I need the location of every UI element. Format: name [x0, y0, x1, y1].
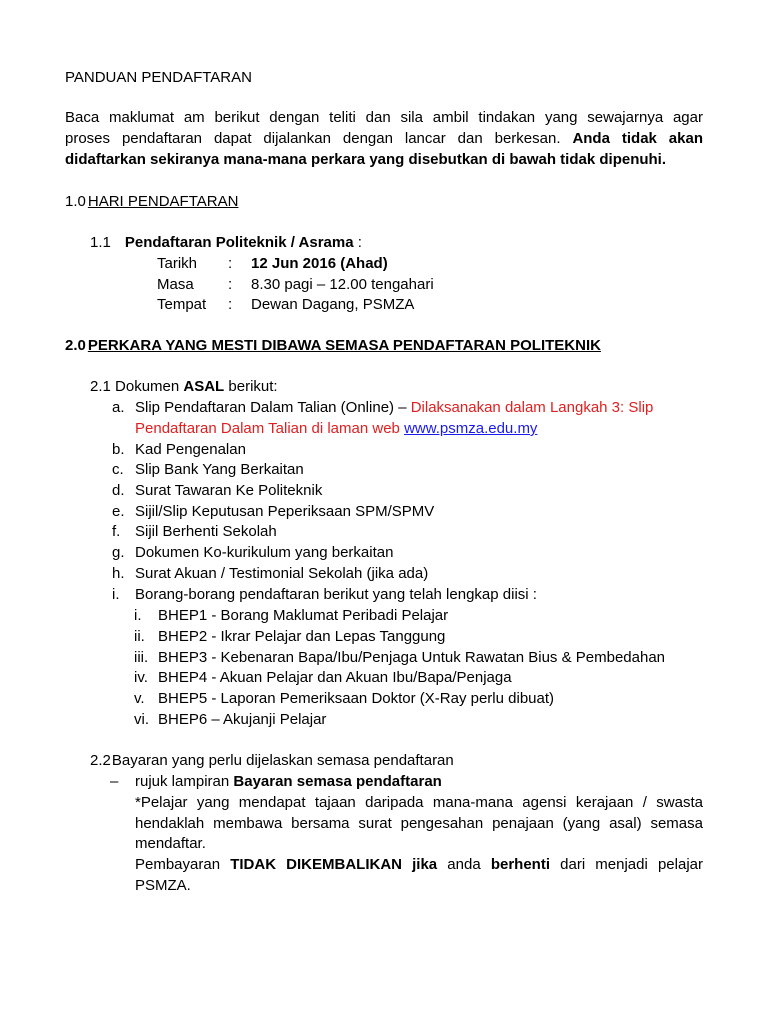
- item-f-marker: f.: [112, 523, 121, 540]
- refund-text-d: berhenti: [490, 856, 550, 873]
- section-1-number: 1.0: [65, 193, 86, 210]
- item-a-text: Slip Pendaftaran Dalam Talian (Online) –: [135, 399, 407, 416]
- section-2-2-dash: –: [110, 773, 119, 790]
- intro-line-2-text: proses pendaftaran dapat dijalankan dengan lancar dan berkesan.: [65, 130, 561, 147]
- sponsor-note-line-1: *Pelajar yang mendapat tajaan daripada mana-mana agensi kerajaan / swasta: [135, 794, 703, 811]
- detail-tempat-label: Tempat: [157, 296, 207, 313]
- subitem-6-text: BHEP6 – Akujanji Pelajar: [158, 711, 327, 728]
- intro-line-2: [65, 129, 703, 149]
- intro-warning: didaftarkan sekiranya mana-mana perkara yang disebutkan di bawah tidak dipenuhi.: [65, 151, 667, 168]
- detail-tarikh-label: Tarikh: [157, 255, 198, 272]
- subitem-3-text: BHEP3 - Kebenaran Bapa/Ibu/Penjaga Untuk Rawatan Bius & Pembedahan: [158, 649, 665, 666]
- item-h-text: Surat Akuan / Testimonial Sekolah (jika ada): [135, 565, 429, 582]
- section-2-2-reference: [135, 772, 442, 792]
- item-e-marker: e.: [112, 503, 125, 520]
- subitem-1-marker: i.: [134, 607, 142, 624]
- intro-line-1: Baca maklumat am berikut dengan teliti dan sila ambil tindakan yang sewajarnya agar: [65, 109, 703, 126]
- subitem-6-marker: vi.: [134, 711, 149, 728]
- psmza-website-link[interactable]: www.psmza.edu.my: [404, 420, 538, 437]
- detail-masa-sep: :: [228, 276, 233, 293]
- reference-attachment: Bayaran semasa pendaftaran: [233, 773, 442, 790]
- section-2-heading: [65, 336, 601, 356]
- item-b-marker: b.: [112, 441, 125, 458]
- detail-tarikh-sep: :: [228, 255, 233, 272]
- section-2-1-asal: ASAL: [183, 378, 225, 395]
- detail-masa-value: 8.30 pagi – 12.00 tengahari: [251, 276, 434, 293]
- refund-text-c: anda: [447, 856, 481, 873]
- subitem-5-marker: v.: [134, 690, 145, 707]
- section-2-title: PERKARA YANG MESTI DIBAWA SEMASA PENDAFTARAN POLITEKNIK: [87, 337, 601, 354]
- section-2-1-suffix: berikut:: [228, 378, 278, 395]
- item-f-text: Sijil Berhenti Sekolah: [135, 523, 277, 540]
- sponsor-note-line-3: mendaftar.: [135, 835, 206, 852]
- subitem-4-text: BHEP4 - Akuan Pelajar dan Akuan Ibu/Bapa/Penjaga: [158, 669, 512, 686]
- section-1-1-heading: [90, 233, 362, 253]
- section-1-1-number: 1.1: [90, 234, 111, 251]
- detail-tempat-value: Dewan Dagang, PSMZA: [251, 296, 415, 313]
- refund-note-line-1: [135, 855, 703, 875]
- item-c-text: Slip Bank Yang Berkaitan: [135, 461, 304, 478]
- document-title: PANDUAN PENDAFTARAN: [65, 69, 252, 86]
- subitem-3-marker: iii.: [134, 649, 149, 666]
- refund-text-a: Pembayaran: [135, 856, 221, 873]
- section-1-1-colon: :: [357, 234, 362, 251]
- detail-masa-label: Masa: [157, 276, 194, 293]
- item-d-text: Surat Tawaran Ke Politeknik: [135, 482, 323, 499]
- section-2-2-heading: [90, 751, 454, 771]
- section-2-2-text: Bayaran yang perlu dijelaskan semasa pendaftaran: [111, 752, 454, 769]
- item-g-text: Dokumen Ko-kurikulum yang berkaitan: [135, 544, 394, 561]
- detail-tarikh-value: 12 Jun 2016 (Ahad): [251, 255, 388, 272]
- item-c-marker: c.: [112, 461, 124, 478]
- refund-text-e: dari menjadi pelajar: [560, 856, 703, 873]
- subitem-2-marker: ii.: [134, 628, 145, 645]
- section-1-heading: [65, 192, 238, 212]
- item-e-text: Sijil/Slip Keputusan Peperiksaan SPM/SPMV: [135, 503, 435, 520]
- item-b-text: Kad Pengenalan: [135, 441, 246, 458]
- detail-tempat-sep: :: [228, 296, 233, 313]
- item-d-marker: d.: [112, 482, 125, 499]
- subitem-1-text: BHEP1 - Borang Maklumat Peribadi Pelajar: [158, 607, 449, 624]
- item-a-note-1: Dilaksanakan dalam Langkah 3: Slip: [410, 399, 654, 416]
- reference-text: rujuk lampiran: [135, 773, 230, 790]
- sponsor-note-line-2: hendaklah membawa bersama surat pengesahan penajaan (yang asal) semasa: [135, 815, 703, 832]
- subitem-4-marker: iv.: [134, 669, 148, 686]
- section-1-title: HARI PENDAFTARAN: [87, 193, 239, 210]
- item-a-line-2: [135, 419, 537, 439]
- item-i-marker: i.: [112, 586, 120, 603]
- item-h-marker: h.: [112, 565, 125, 582]
- item-a-note-2: Pendaftaran Dalam Talian di laman web: [135, 420, 400, 437]
- item-i-text: Borang-borang pendaftaran berikut yang telah lengkap diisi :: [135, 586, 537, 603]
- refund-text-b: TIDAK DIKEMBALIKAN jika: [230, 856, 438, 873]
- section-1-1-title: Pendaftaran Politeknik / Asrama: [124, 234, 354, 251]
- item-g-marker: g.: [112, 544, 125, 561]
- refund-note-line-2: PSMZA.: [135, 877, 191, 894]
- subitem-2-text: BHEP2 - Ikrar Pelajar dan Lepas Tanggung: [158, 628, 446, 645]
- item-a-marker: a.: [112, 399, 125, 416]
- intro-warning-start: Anda tidak akan: [572, 130, 703, 147]
- subitem-5-text: BHEP5 - Laporan Pemeriksaan Doktor (X-Ray perlu dibuat): [158, 690, 555, 707]
- section-2-1-prefix: 2.1 Dokumen: [90, 378, 180, 395]
- section-2-number: 2.0: [65, 337, 86, 354]
- section-2-1-heading: [90, 377, 278, 397]
- item-a-line-1: [135, 398, 653, 418]
- section-2-2-number: 2.2: [90, 752, 111, 769]
